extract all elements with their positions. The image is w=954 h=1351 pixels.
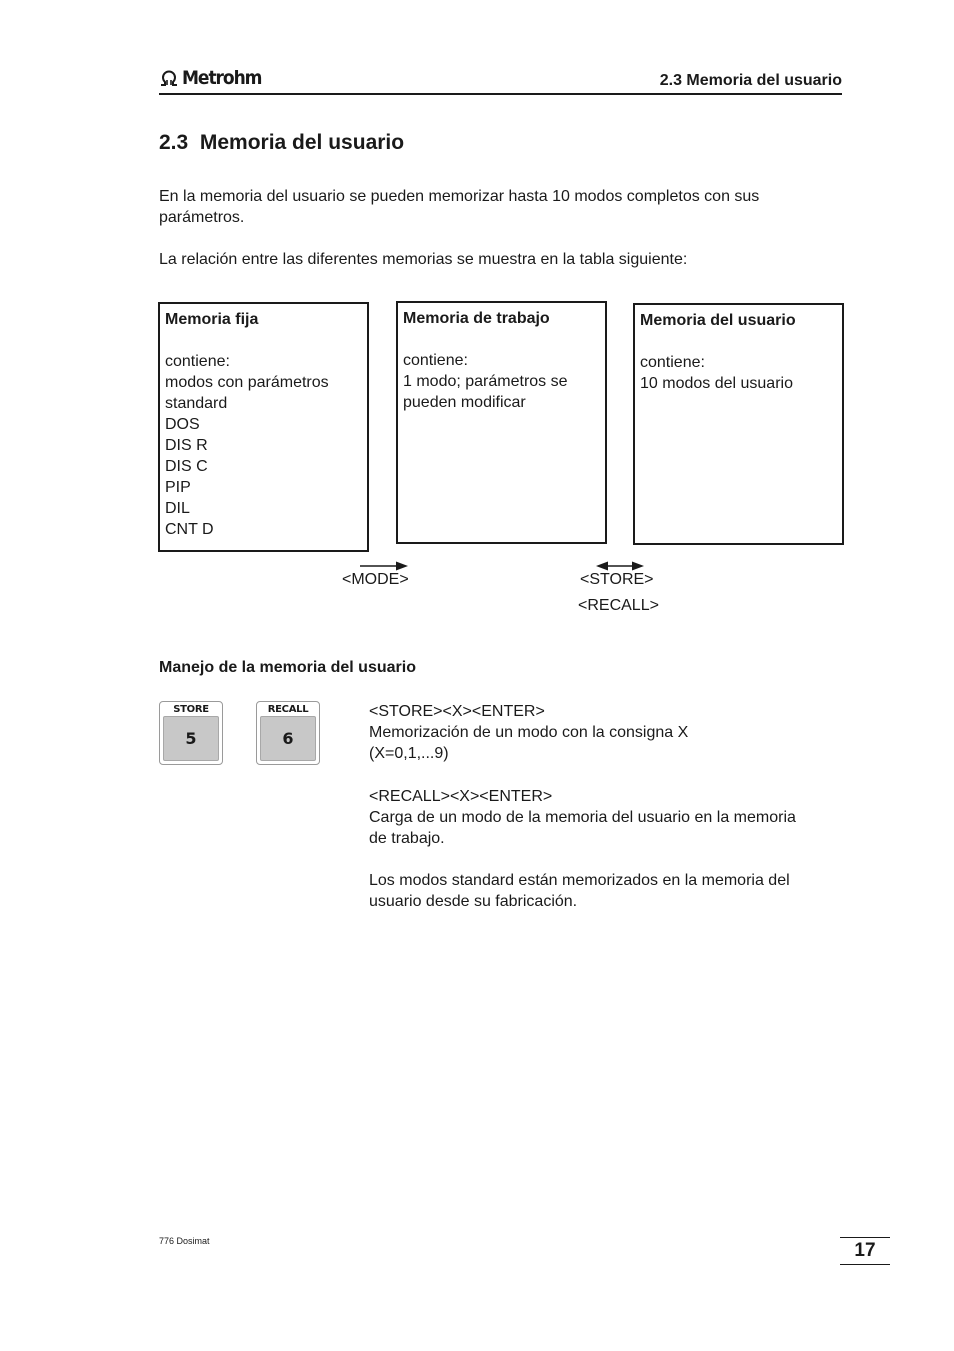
intro-line-1: En la memoria del usuario se pueden memorizar hasta 10 modos completos con sus [159, 188, 760, 205]
page-title: 2.3 Memoria del usuario [159, 131, 405, 154]
box-title: Memoria fija [165, 311, 259, 328]
note-line-1: Los modos standard están memorizados en la memoria del [369, 872, 790, 889]
box-line: PIP [165, 479, 191, 496]
recall-label: <RECALL> [578, 597, 659, 614]
box-title: Memoria de trabajo [403, 310, 550, 327]
box-line: 10 modos del usuario [640, 375, 793, 392]
header-section-title: 2.3 Memoria del usuario [659, 72, 842, 89]
box-memoria-fija [158, 302, 369, 552]
store-description [369, 701, 839, 764]
store-key [159, 701, 223, 765]
store-key-face: 5 [163, 716, 219, 761]
brand-name: Metrohm [182, 67, 262, 89]
box-line: DIS R [165, 437, 208, 454]
box-line: contiene: [640, 354, 705, 371]
mode-label: <MODE> [342, 571, 409, 588]
intro-paragraph-1 [159, 186, 842, 228]
store-label: <STORE> [580, 571, 654, 588]
intro-paragraph-2: La relación entre las diferentes memorias se muestra en la tabla siguiente: [159, 251, 688, 268]
footer-product: 776 Dosimat [159, 1236, 210, 1246]
box-line: CNT D [165, 521, 214, 538]
box-line: contiene: [165, 353, 230, 370]
recall-desc-line-1: Carga de un modo de la memoria del usuario en la memoria [369, 809, 796, 826]
recall-key [256, 701, 320, 765]
box-title: Memoria del usuario [640, 312, 796, 329]
section-heading: Manejo de la memoria del usuario [159, 659, 416, 676]
recall-key-face: 6 [260, 716, 316, 761]
store-recall-arrow-icon [596, 559, 644, 571]
box-line: 1 modo; parámetros se [403, 373, 568, 390]
box-line: standard [165, 395, 228, 412]
recall-command: <RECALL><X><ENTER> [369, 788, 553, 805]
store-desc-line-1: Memorización de un modo con la consigna X [369, 724, 689, 741]
box-memoria-usuario [633, 303, 844, 545]
box-line: contiene: [403, 352, 468, 369]
box-memoria-trabajo [396, 301, 607, 544]
metrohm-logo [159, 66, 270, 90]
footer-page-rule-bottom [840, 1264, 890, 1265]
box-line: DIS C [165, 458, 208, 475]
recall-description [369, 786, 839, 849]
note-line-2: usuario desde su fabricación. [369, 893, 578, 910]
standard-modes-note [369, 870, 839, 912]
footer-page-rule-top [840, 1237, 890, 1238]
mode-arrow-icon [360, 559, 408, 571]
box-line: pueden modificar [403, 394, 526, 411]
store-key-label: STORE [173, 704, 209, 715]
intro-line-2: parámetros. [159, 209, 245, 226]
box-line: modos con parámetros [165, 374, 329, 391]
store-desc-line-2: (X=0,1,...9) [369, 745, 449, 762]
box-line: DIL [165, 500, 190, 517]
recall-key-label: RECALL [267, 704, 309, 715]
page-number: 17 [854, 1240, 876, 1261]
store-command: <STORE><X><ENTER> [369, 703, 545, 720]
recall-desc-line-2: de trabajo. [369, 830, 445, 847]
box-line: DOS [165, 416, 200, 433]
header-divider [159, 93, 842, 95]
metrohm-omega-icon [159, 68, 179, 88]
